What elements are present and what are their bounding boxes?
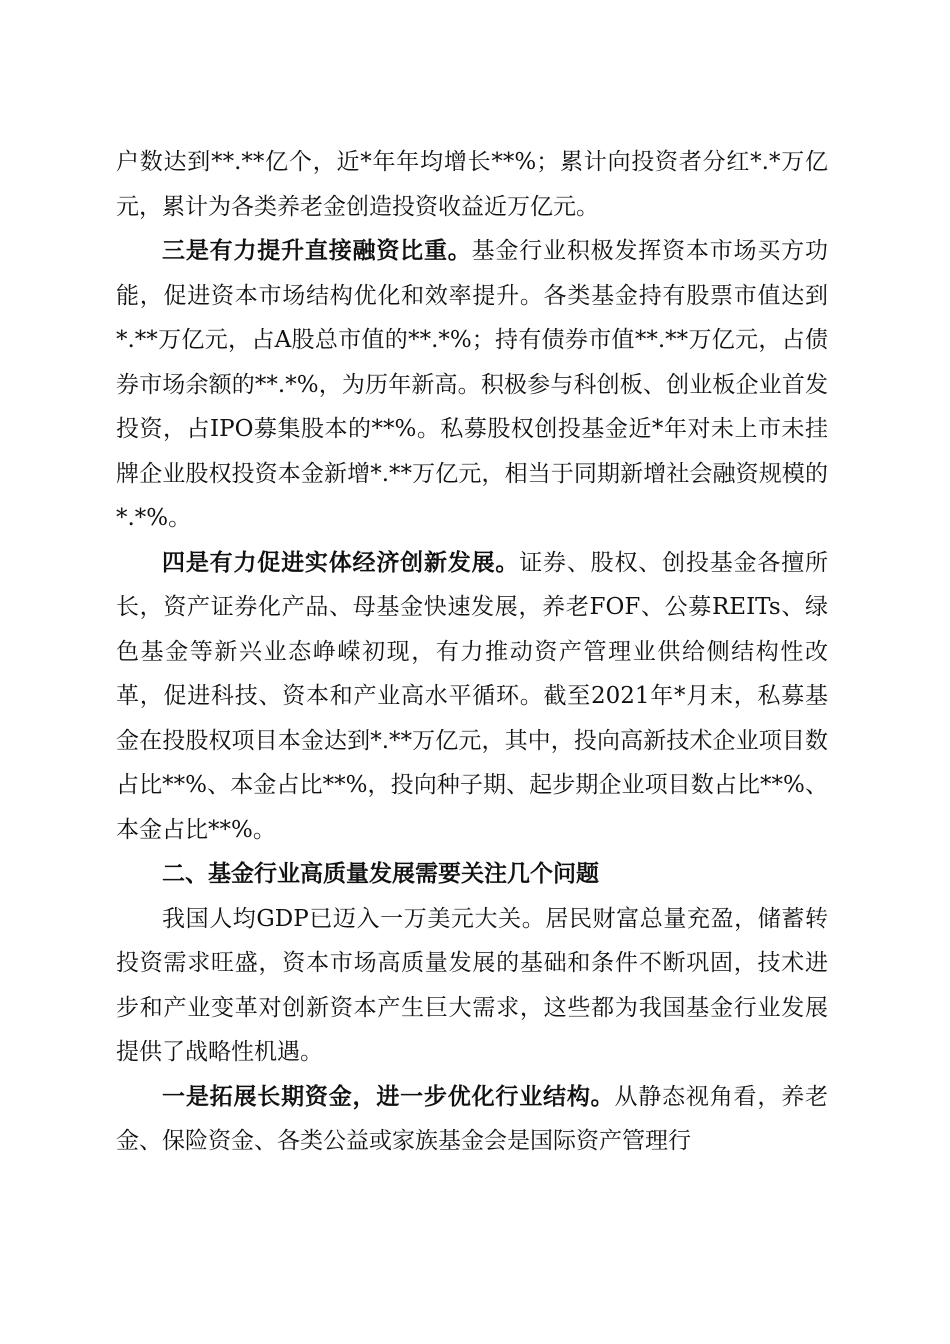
paragraph-long-term-funds <box>116 1075 828 1164</box>
section-heading: 二、基金行业高质量发展需要关注几个问题 <box>162 861 599 887</box>
paragraph-lead: 四是有力促进实体经济创新发展。 <box>162 548 520 576</box>
paragraph-continuation <box>116 140 828 229</box>
paragraph-body: 从静态视角看，养老金、保险资金、各类公益或家族基金会是国际资产管理行 <box>116 1083 829 1154</box>
paragraph-lead: 一是拓展长期资金，进一步优化行业结构。 <box>162 1082 615 1110</box>
paragraph-body: 我国人均GDP已迈入一万美元大关。居民财富总量充盈，储蓄转投资需求旺盛，资本市场高质量发展的基础和条件不断巩固，技术进步和产业变革对创新资本产生巨大需求，这些都为我国基金行业发展提供了战略性机遇。 <box>116 905 828 1065</box>
paragraph-body: 基金行业积极发挥资本市场买方功能，促进资本市场结构优化和效率提升。各类基金持有股票市值达到*.**万亿元，占A股总市值的**.*%；持有债券市值**.**万亿元，占债券市场余额的**.*%，为历年新高。积极参与科创板、创业板企业首发投资，占IPO募集股本的**%。私募股权创投基金近*年对未上市未挂牌企业股权投资本金新增*.**万亿元，相当于同期新增社会融资规模的*.*%。 <box>116 238 829 531</box>
paragraph-direct-financing <box>116 229 828 541</box>
paragraph-opportunity <box>116 897 828 1075</box>
paragraph-body: 户数达到**.**亿个，近*年年均增长**%；累计向投资者分红*.*万亿元，累计为各类养老金创造投资收益近万亿元。 <box>116 149 828 220</box>
paragraph-lead: 三是有力提升直接融资比重。 <box>162 237 472 264</box>
paragraph-real-economy <box>116 541 828 853</box>
paragraph-body: 证券、股权、创投基金各擅所长，资产证券化产品、母基金快速发展，养老FOF、公募REITs、绿色基金等新兴业态峥嵘初现，有力推动资产管理业供给侧结构性改革，促进科技、资本和产业高水平循环。截至2021年*月末，私募基金在投股权项目本金达到*.**万亿元，其中，投向高新技术企业项目数占比**%、本金占比**%，投向种子期、起步期企业项目数占比**%、本金占比**%。 <box>116 549 829 843</box>
document-page <box>116 140 828 1164</box>
